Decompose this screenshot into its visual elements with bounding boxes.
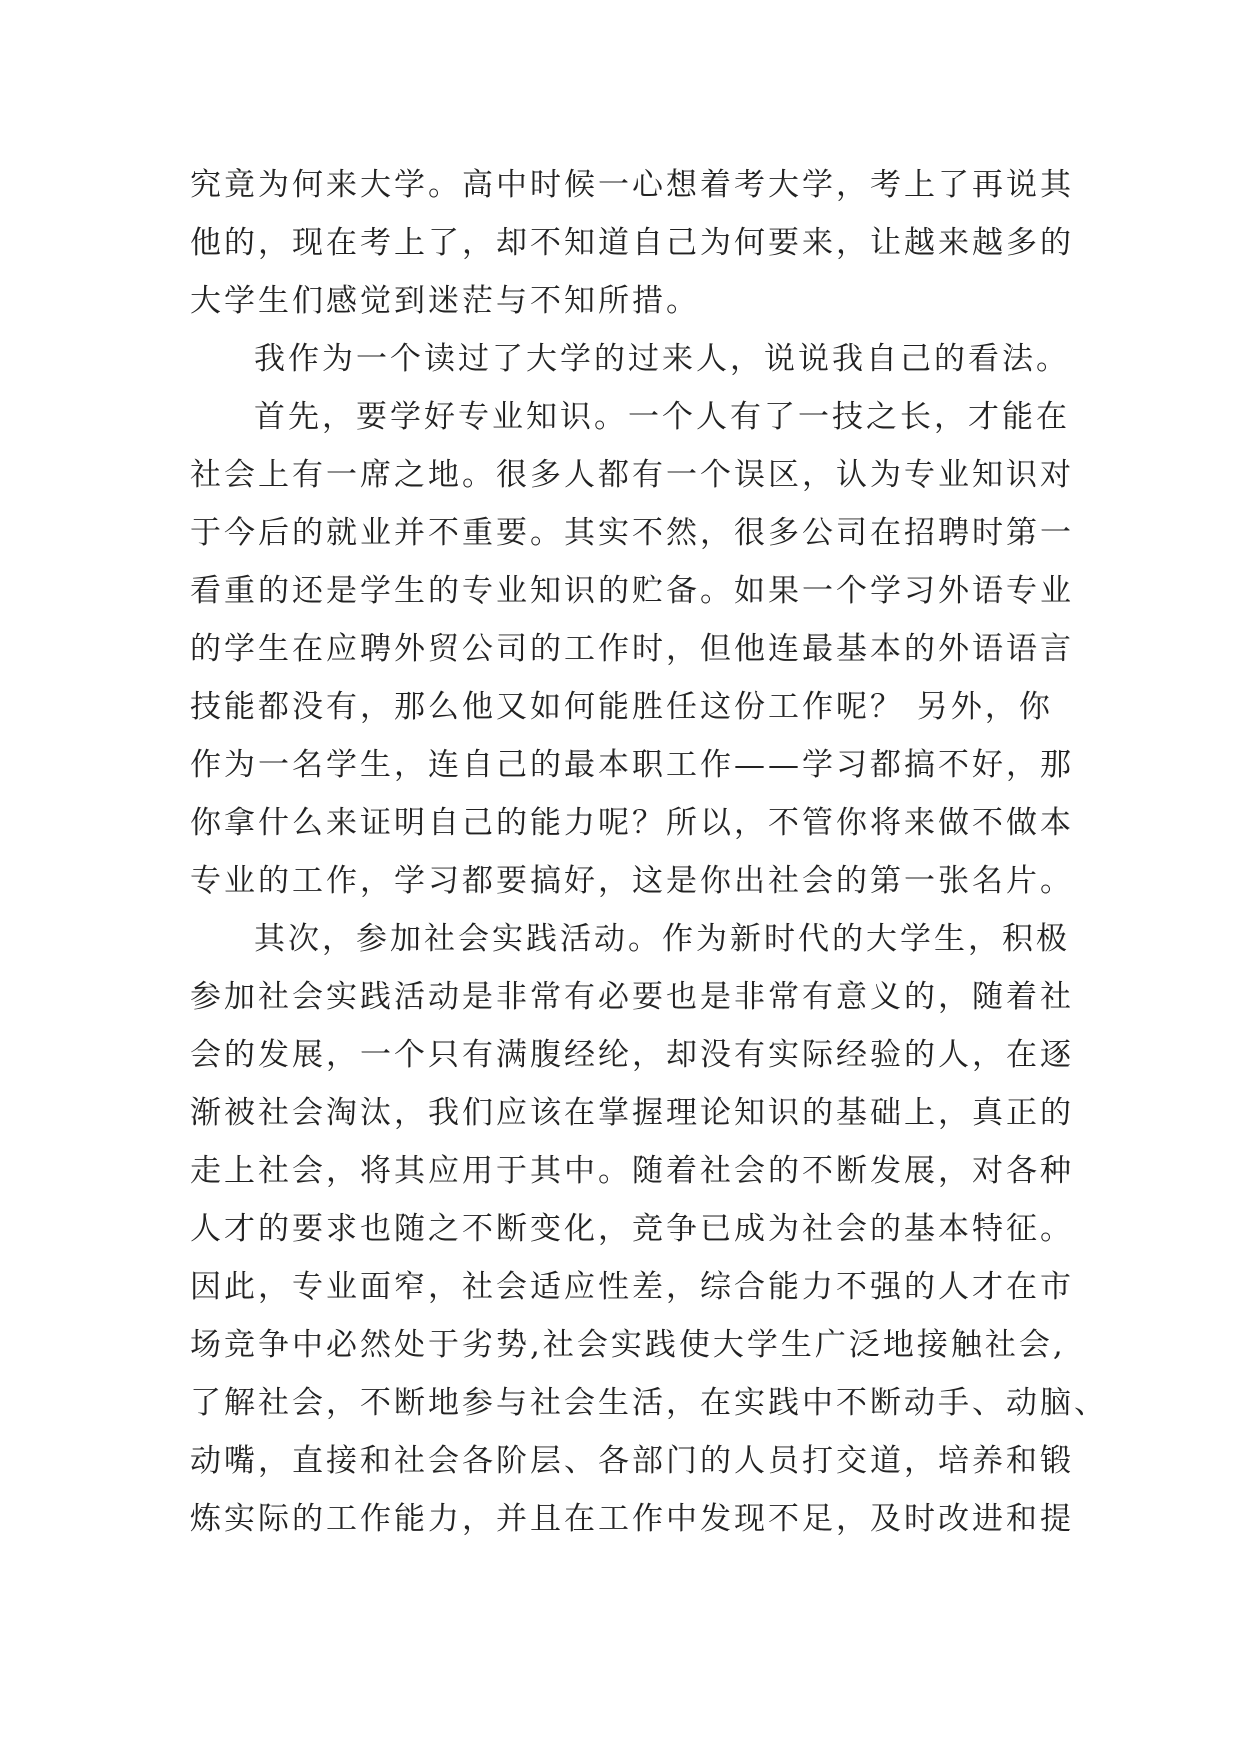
text-line: 你拿什么来证明自己的能力呢？所以，不管你将来做不做本 xyxy=(190,805,1074,841)
text-line: 于今后的就业并不重要。其实不然，很多公司在招聘时第一 xyxy=(190,515,1074,551)
text-line: 参加社会实践活动是非常有必要也是非常有意义的，随着社 xyxy=(190,979,1074,1015)
text-line: 因此，专业面窄，社会适应性差，综合能力不强的人才在市 xyxy=(190,1269,1074,1305)
paragraph-first-line: 其次，参加社会实践活动。作为新时代的大学生，积极 xyxy=(254,921,1070,957)
text-line: 了解社会，不断地参与社会生活，在实践中不断动手、动脑、 xyxy=(190,1385,1108,1421)
paragraph-first-line: 首先，要学好专业知识。一个人有了一技之长，才能在 xyxy=(254,399,1070,435)
text-line: 炼实际的工作能力，并且在工作中发现不足，及时改进和提 xyxy=(190,1501,1074,1537)
text-line: 专业的工作，学习都要搞好，这是你出社会的第一张名片。 xyxy=(190,863,1074,899)
text-line: 人才的要求也随之不断变化，竞争已成为社会的基本特征。 xyxy=(190,1211,1074,1247)
text-line: 场竞争中必然处于劣势,社会实践使大学生广泛地接触社会, xyxy=(190,1327,1066,1363)
text-line: 的学生在应聘外贸公司的工作时，但他连最基本的外语语言 xyxy=(190,631,1074,667)
text-line: 走上社会，将其应用于其中。随着社会的不断发展，对各种 xyxy=(190,1153,1074,1189)
paragraph-first-line: 我作为一个读过了大学的过来人，说说我自己的看法。 xyxy=(254,341,1070,377)
text-line: 渐被社会淘汰，我们应该在掌握理论知识的基础上，真正的 xyxy=(190,1095,1074,1131)
text-line: 看重的还是学生的专业知识的贮备。如果一个学习外语专业 xyxy=(190,573,1074,609)
text-line: 作为一名学生，连自己的最本职工作——学习都搞不好，那 xyxy=(190,747,1074,783)
body-text xyxy=(190,156,1108,1548)
text-line: 大学生们感觉到迷茫与不知所措。 xyxy=(190,283,700,319)
text-line: 究竟为何来大学。高中时候一心想着考大学，考上了再说其 xyxy=(190,167,1074,203)
text-line: 会的发展，一个只有满腹经纶，却没有实际经验的人，在逐 xyxy=(190,1037,1074,1073)
text-line: 动嘴，直接和社会各阶层、各部门的人员打交道，培养和锻 xyxy=(190,1443,1074,1479)
text-line: 技能都没有，那么他又如何能胜任这份工作呢？ 另外，你 xyxy=(190,689,1053,725)
text-line: 社会上有一席之地。很多人都有一个误区，认为专业知识对 xyxy=(190,457,1074,493)
text-line: 他的，现在考上了，却不知道自己为何要来，让越来越多的 xyxy=(190,225,1074,261)
